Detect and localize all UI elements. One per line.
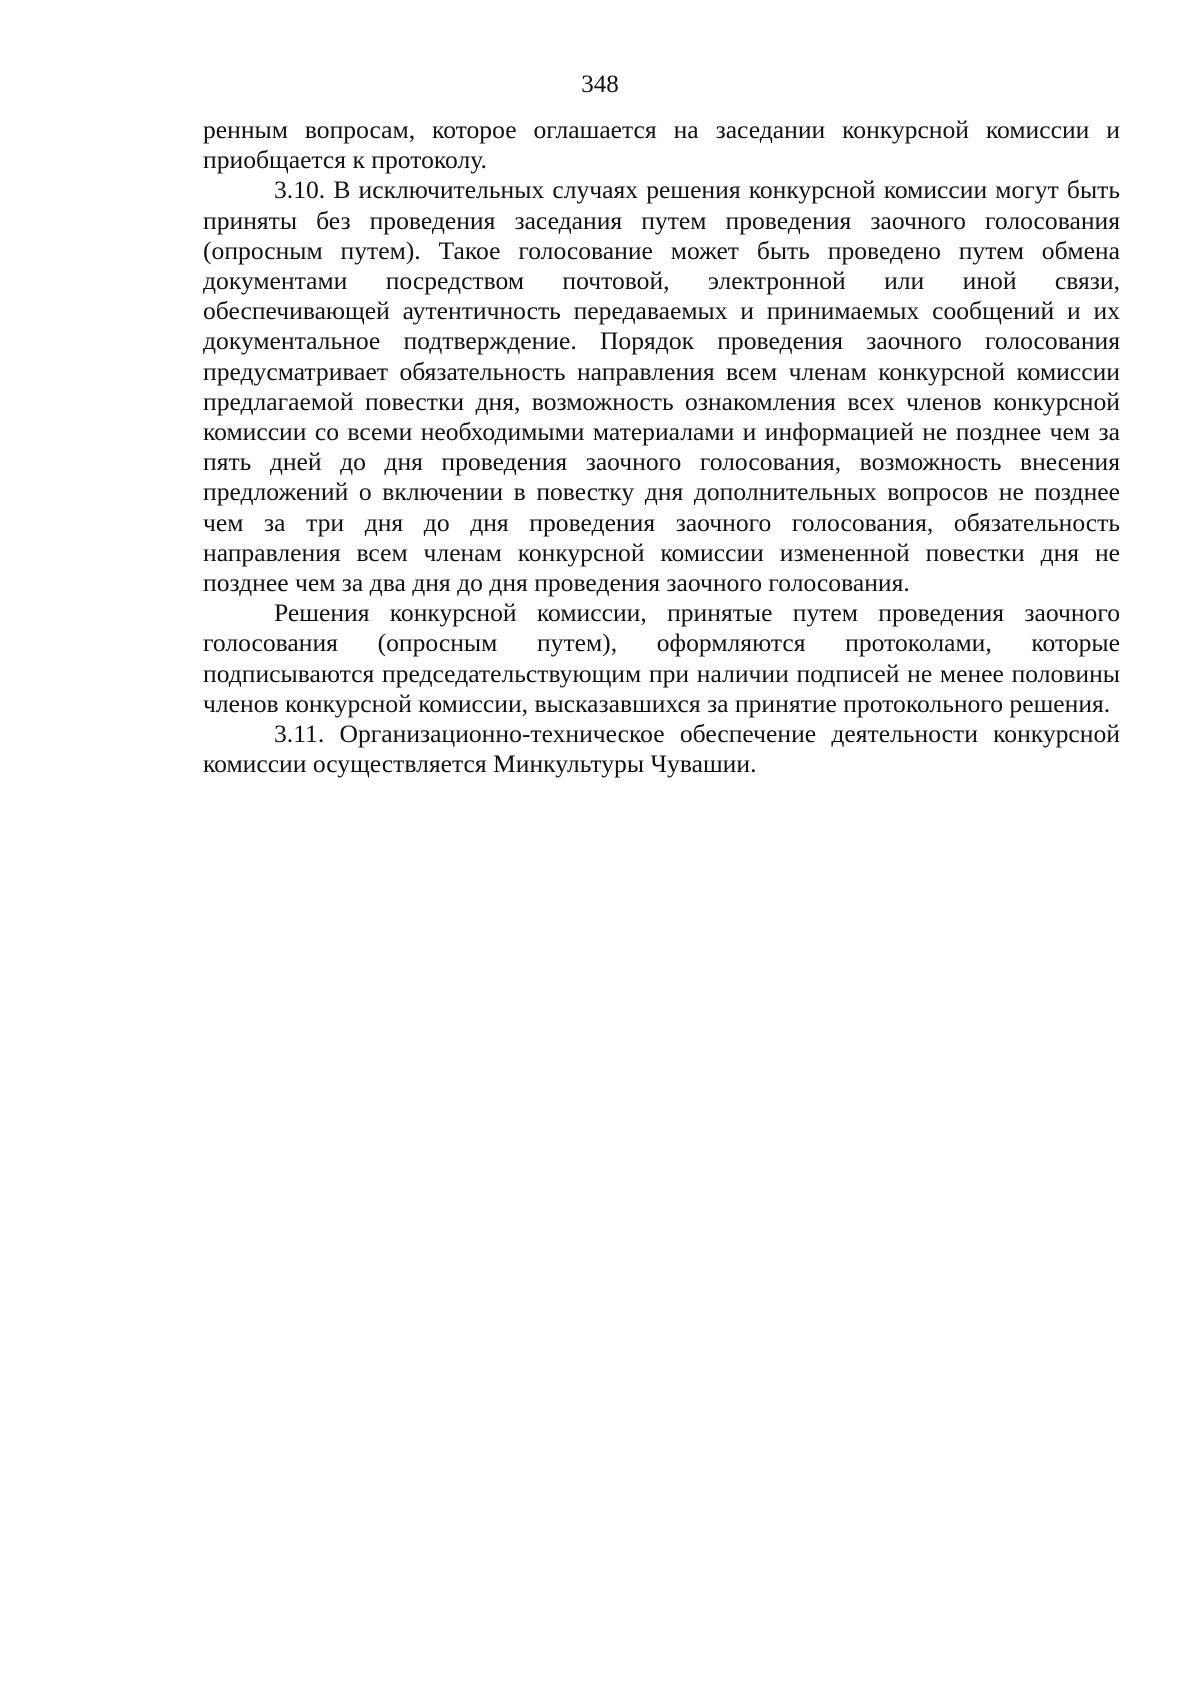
paragraph-3-11: 3.11. Организационно-техническое обеспечение деятельности конкурсной комиссии осуществляется Минкультуры Чувашии. — [203, 719, 1120, 779]
page-number: 348 — [581, 71, 619, 98]
paragraph-3-10: 3.10. В исключительных случаях решения конкурсной комиссии могут быть приняты без проведения заседания путем проведения заочного голосования (опросным путем). Такое голосование может быть проведено путем обмена документами посредством почтовой, электронной или иной связи, обеспечивающей аутентичность передаваемых и принимаемых сообщений и их документальное подтверждение. Порядок проведения заочного голосования предусматривает обязательность направления всем членам конкурсной комиссии предлагаемой повестки дня, возможность ознакомления всех членов конкурсной комиссии со всеми необходимыми материалами и информацией не позднее чем за пять дней до дня проведения заочного голосования, возможность внесения предложений о включении в повестку дня дополнительных вопросов не позднее чем за три дня до дня проведения заочного голосования, обязательность направления всем членам конкурсной комиссии измененной повестки дня не позднее чем за два дня до дня проведения заочного голосования. — [203, 175, 1120, 598]
document-body — [203, 115, 1120, 779]
paragraph-continuation: ренным вопросам, которое оглашается на заседании конкурсной комиссии и приобщается к протоколу. — [203, 115, 1120, 175]
paragraph-decisions: Решения конкурсной комиссии, принятые путем проведения заочного голосования (опросным путем), оформляются протоколами, которые подписываются председательствующим при наличии подписей не менее половины членов конкурсной комиссии, высказавшихся за принятие протокольного решения. — [203, 598, 1120, 718]
